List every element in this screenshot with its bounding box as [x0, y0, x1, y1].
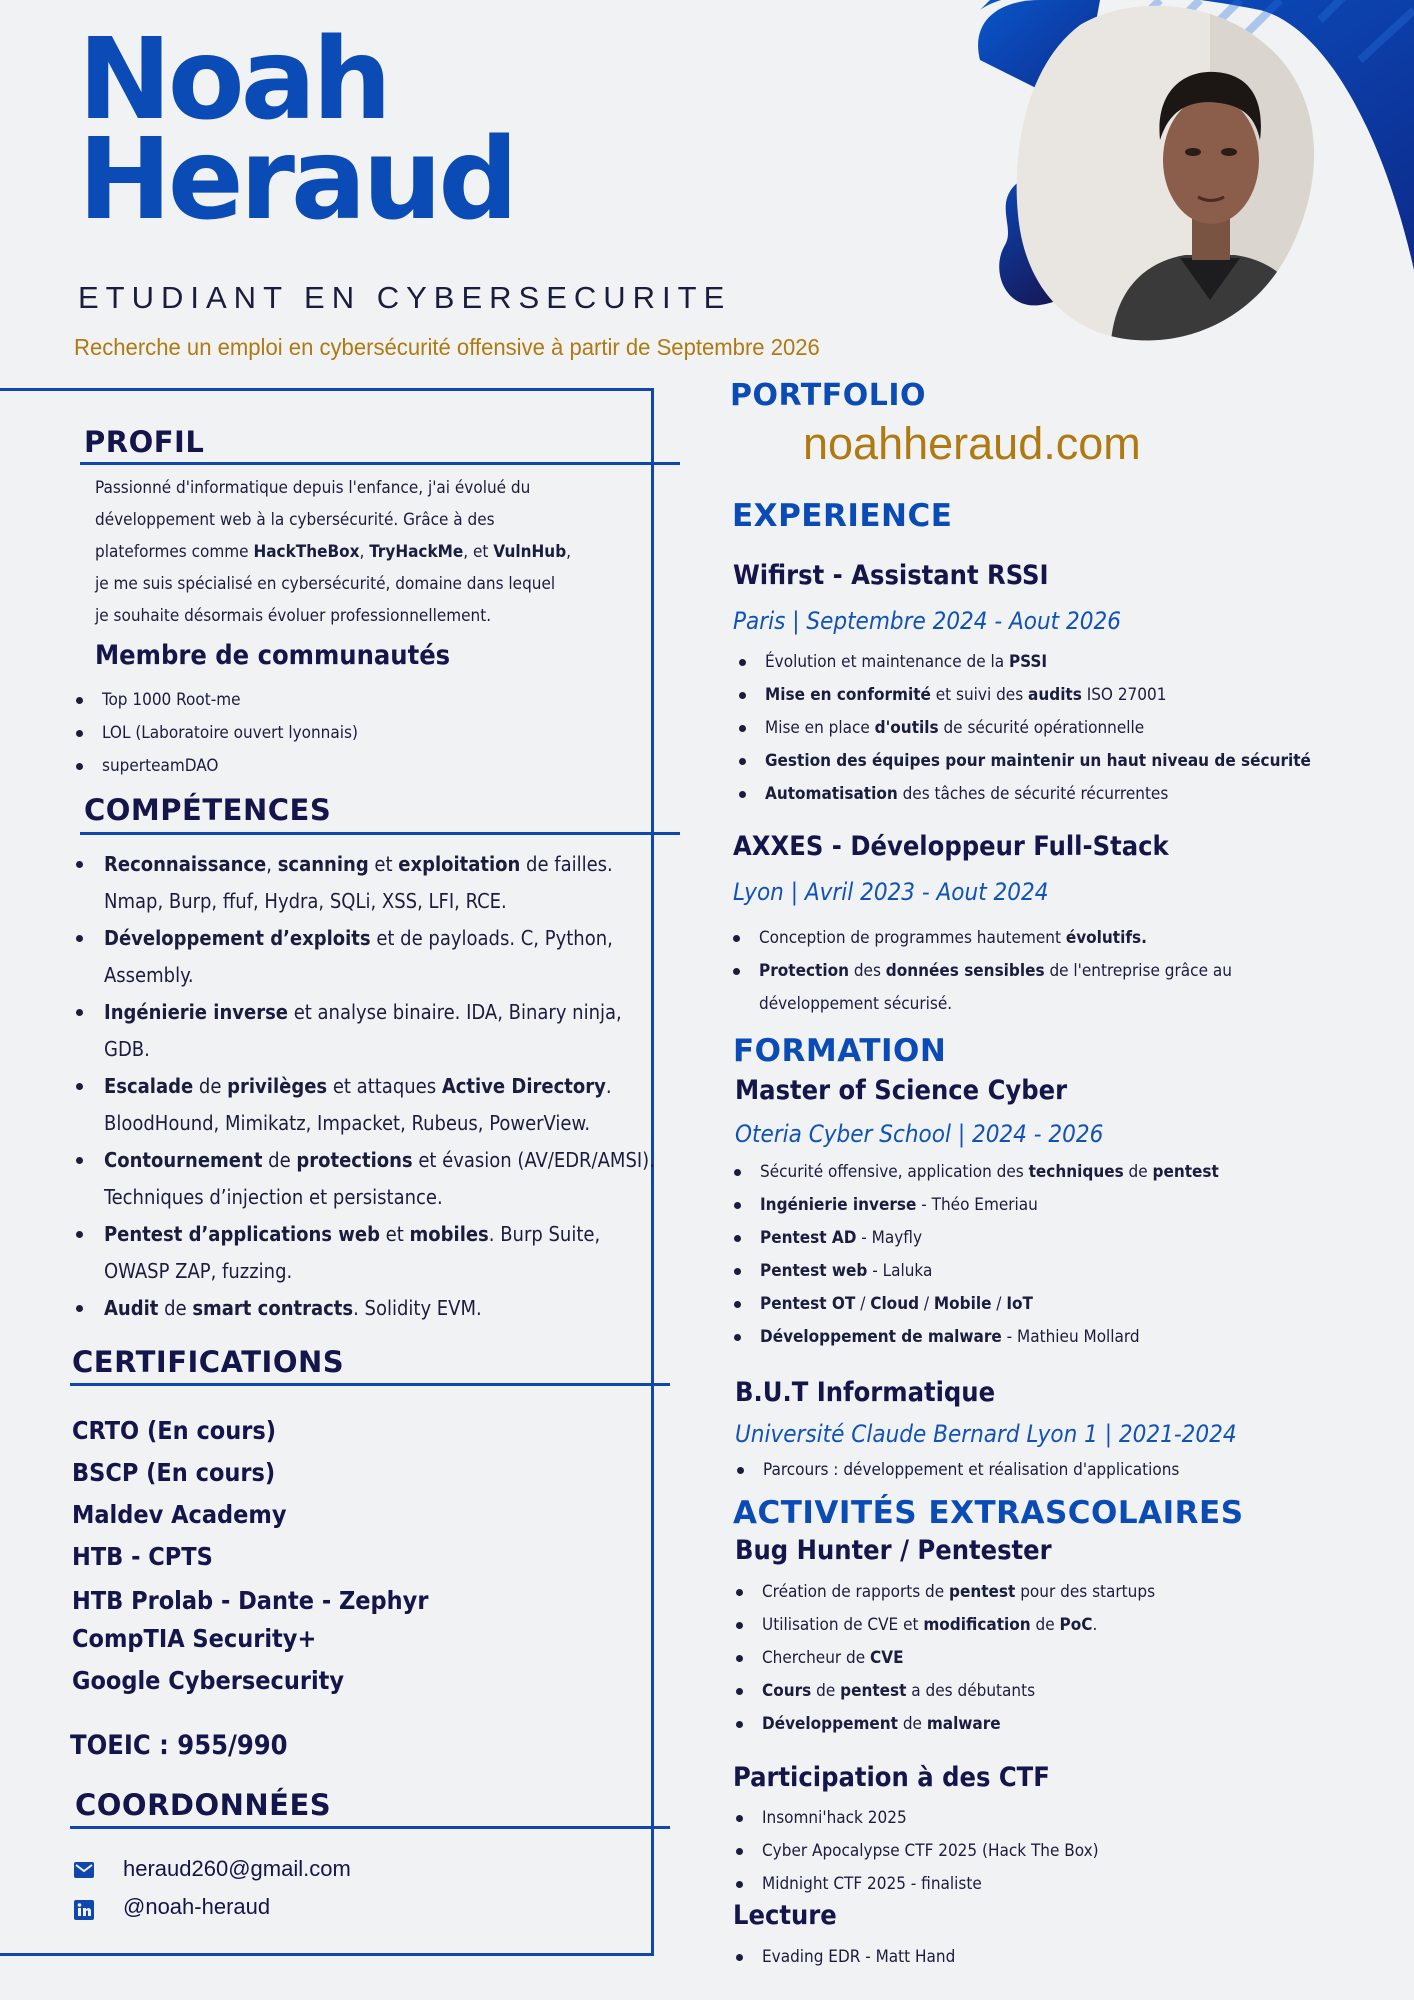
- list-item: Protection des données sensibles de l'entreprise grâce au développement sécurisé.: [727, 955, 1307, 1021]
- communities-heading: Membre de communautés: [95, 640, 451, 671]
- list-item: Google Cybersecurity: [72, 1666, 345, 1695]
- list-item: HTB - CPTS: [72, 1542, 213, 1571]
- ctf-list: [730, 1802, 1099, 1901]
- profil-heading: PROFIL: [84, 425, 205, 459]
- list-item: Escalade de privilèges et attaques Active Directory. BloodHound, Mimikatz, Impacket, Rubeus, PowerView.: [70, 1068, 660, 1142]
- list-item: Insomni'hack 2025: [730, 1802, 1099, 1835]
- list-item: Ingénierie inverse et analyse binaire. IDA, Binary ninja, GDB.: [70, 994, 660, 1068]
- list-item: Pentest OT / Cloud / Mobile / IoT: [728, 1288, 1219, 1321]
- list-item: BSCP (En cours): [72, 1458, 276, 1487]
- degree-bullets: [728, 1156, 1219, 1354]
- list-item: Développement de malware - Mathieu Mollard: [728, 1321, 1219, 1354]
- activity-bullets: [730, 1576, 1155, 1741]
- activity-title: Bug Hunter / Pentester: [735, 1535, 1052, 1566]
- list-item: Évolution et maintenance de la PSSI: [733, 646, 1311, 679]
- competences-rule: [80, 832, 680, 835]
- list-item: Pentest d’applications web et mobiles. Burp Suite, OWASP ZAP, fuzzing.: [70, 1216, 660, 1290]
- degree-title: B.U.T Informatique: [735, 1377, 996, 1408]
- job-dates: Lyon | Avril 2023 - Aout 2024: [733, 878, 1049, 906]
- lecture-list: [730, 1941, 955, 1974]
- competences-heading: COMPÉTENCES: [84, 793, 332, 827]
- job-dates: Paris | Septembre 2024 - Aout 2026: [733, 607, 1121, 635]
- linkedin-link[interactable]: @noah-heraud: [123, 1894, 271, 1919]
- degree-title: Master of Science Cyber: [735, 1075, 1068, 1106]
- list-item: Automatisation des tâches de sécurité récurrentes: [733, 778, 1311, 811]
- list-item: Pentest AD - Mayfly: [728, 1222, 1219, 1255]
- linkedin-icon: [74, 1900, 94, 1920]
- first-name: Noah: [78, 15, 388, 145]
- degree-bullets: [731, 1454, 1179, 1487]
- experience-heading: EXPERIENCE: [732, 498, 953, 534]
- list-item: Utilisation de CVE et modification de PoC.: [730, 1609, 1155, 1642]
- certifications-rule: [70, 1383, 670, 1386]
- job-bullets: [727, 922, 1307, 1021]
- list-item: Création de rapports de pentest pour des startups: [730, 1576, 1155, 1609]
- list-item: Développement d’exploits et de payloads. C, Python, Assembly.: [70, 920, 660, 994]
- activites-heading: ACTIVITÉS EXTRASCOLAIRES: [733, 1495, 1244, 1531]
- job-bullets: [733, 646, 1311, 811]
- ctf-title: Participation à des CTF: [733, 1762, 1050, 1793]
- full-name: [78, 15, 515, 245]
- list-item: Contournement de protections et évasion (AV/EDR/AMSI). Techniques d’injection et persistance.: [70, 1142, 660, 1216]
- list-item: superteamDAO: [70, 750, 358, 783]
- last-name: Heraud: [78, 115, 515, 245]
- list-item: Ingénierie inverse - Théo Emeriau: [728, 1189, 1219, 1222]
- list-item: Conception de programmes hautement évolutifs.: [727, 922, 1307, 955]
- job-subtitle: ETUDIANT EN CYBERSECURITE: [78, 280, 732, 315]
- list-item: Sécurité offensive, application des techniques de pentest: [728, 1156, 1219, 1189]
- communities-list: [70, 684, 358, 783]
- coordonnees-rule: [70, 1826, 670, 1829]
- list-item: Evading EDR - Matt Hand: [730, 1941, 955, 1974]
- toeic-score: TOEIC : 955/990: [70, 1730, 288, 1761]
- degree-dates: Université Claude Bernard Lyon 1 | 2021-2024: [735, 1420, 1237, 1448]
- email-link[interactable]: heraud260@gmail.com: [123, 1856, 351, 1881]
- list-item: Audit de smart contracts. Solidity EVM.: [70, 1290, 660, 1327]
- list-item: LOL (Laboratoire ouvert lyonnais): [70, 717, 358, 750]
- list-item: Midnight CTF 2025 - finaliste: [730, 1868, 1099, 1901]
- portfolio-heading: PORTFOLIO: [730, 378, 926, 413]
- list-item: Pentest web - Laluka: [728, 1255, 1219, 1288]
- list-item: Cyber Apocalypse CTF 2025 (Hack The Box): [730, 1835, 1099, 1868]
- list-item: CompTIA Security+: [72, 1624, 317, 1653]
- list-item: Cours de pentest a des débutants: [730, 1675, 1155, 1708]
- list-item: Top 1000 Root-me: [70, 684, 358, 717]
- list-item: Mise en conformité et suivi des audits ISO 27001: [733, 679, 1311, 712]
- list-item: Parcours : développement et réalisation d'applications: [731, 1454, 1179, 1487]
- mail-icon: [74, 1862, 94, 1878]
- formation-heading: FORMATION: [733, 1033, 947, 1069]
- list-item: Maldev Academy: [72, 1500, 287, 1529]
- header-decoration: [960, 0, 1414, 360]
- job-title: Wifirst - Assistant RSSI: [733, 560, 1049, 591]
- portfolio-link[interactable]: noahheraud.com: [803, 418, 1141, 469]
- degree-dates: Oteria Cyber School | 2024 - 2026: [735, 1120, 1104, 1148]
- competences-list: [70, 846, 660, 1327]
- job-seeking-line: Recherche un emploi en cybersécurité offensive à partir de Septembre 2026: [74, 334, 820, 360]
- profil-rule: [80, 462, 680, 465]
- lecture-title: Lecture: [733, 1900, 837, 1931]
- list-item: Gestion des équipes pour maintenir un haut niveau de sécurité: [733, 745, 1311, 778]
- list-item: CRTO (En cours): [72, 1416, 277, 1445]
- profil-text: Passionné d'informatique depuis l'enfance, j'ai évolué du développement web à la cybersécurité. Grâce à des plateformes comme HackTheBox, TryHackMe, et VulnHub, je me suis spécialisé en cybersécurité, domaine dans lequel je souhaite désormais évoluer professionnellement.: [95, 478, 571, 626]
- certifications-list: [72, 1410, 428, 1702]
- list-item: Développement de malware: [730, 1708, 1155, 1741]
- coordonnees-heading: COORDONNÉES: [75, 1788, 332, 1822]
- job-title: AXXES - Développeur Full-Stack: [733, 831, 1169, 862]
- list-item: HTB Prolab - Dante - Zephyr: [72, 1586, 429, 1615]
- list-item: Chercheur de CVE: [730, 1642, 1155, 1675]
- certifications-heading: CERTIFICATIONS: [72, 1345, 345, 1379]
- list-item: Mise en place d'outils de sécurité opérationnelle: [733, 712, 1311, 745]
- list-item: Reconnaissance, scanning et exploitation de failles. Nmap, Burp, ffuf, Hydra, SQLi, XSS, LFI, RCE.: [70, 846, 660, 920]
